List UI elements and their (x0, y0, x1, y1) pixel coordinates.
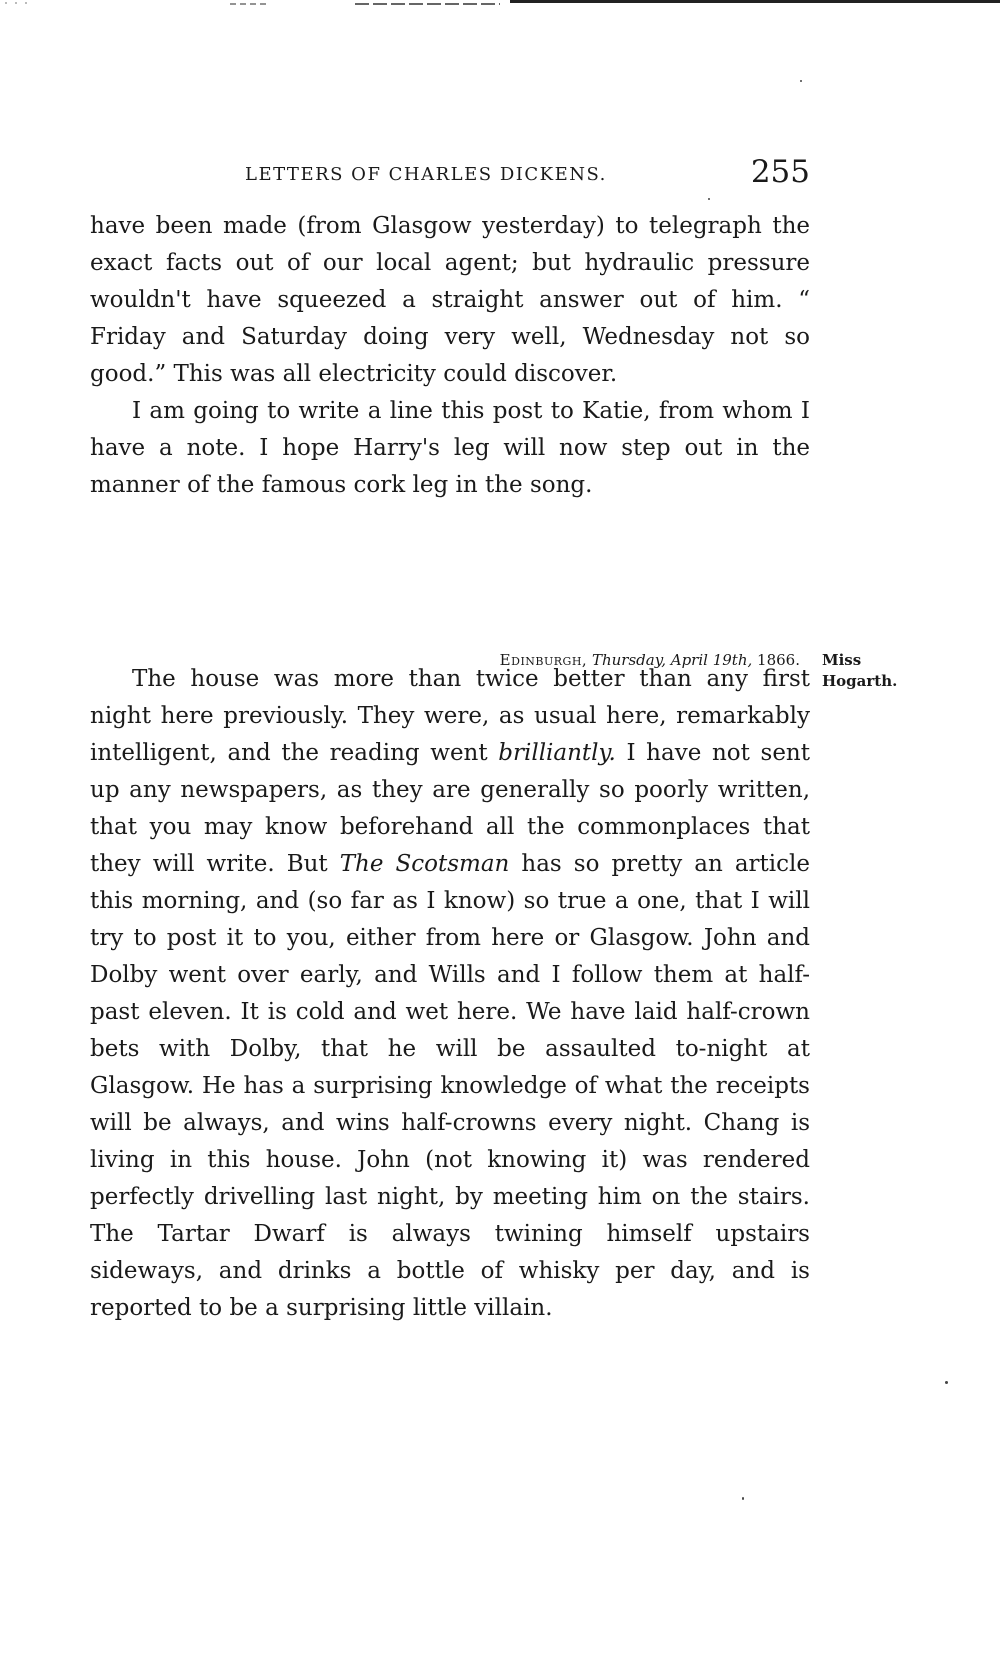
paragraph: I am going to write a line this post to Katie, from whom I have a note. I hope Harry's leg will now step out in the manner of the famous cork leg in the song. (90, 398, 810, 498)
dateline-year: 1866. (757, 651, 800, 669)
paragraph (90, 661, 810, 1327)
text-run: I have not sent up any newspapers, as they are generally so poorly written, that you may know beforehand all the commonplaces that they will write. But (90, 740, 810, 877)
letter-body (90, 661, 810, 1327)
page-speck (742, 1497, 744, 1500)
emphasis: brilliantly. (498, 740, 616, 766)
dateline-place: Edinburgh, (499, 651, 588, 669)
running-title: LETTERS OF CHARLES DICKENS. (245, 164, 607, 185)
page-speck (945, 1381, 948, 1384)
recipient-line: Hogarth. (822, 672, 898, 690)
text-run: The house was more than twice better than any first night here previously. They were, as usual here, remarkably intelligent, and the reading went (90, 666, 810, 766)
recipient-line: Miss (822, 651, 862, 669)
newspaper-title: The Scotsman (339, 851, 510, 877)
running-head (90, 154, 810, 194)
paragraph: have been made (from Glasgow yesterday) to telegraph the exact facts out of our local agent; but hydraulic pressure wouldn't have squeezed a straight answer out of him. “ Friday and Saturday doing very well, Wednesday not so good.” This was all electricity could discover. (90, 213, 810, 387)
page-speck (708, 198, 710, 200)
recipient-sidenote (822, 650, 897, 692)
continued-letter (90, 208, 810, 504)
top-edge-rule (510, 0, 1000, 3)
page-speck (800, 80, 802, 82)
text-run: has so pretty an article this morning, and (so far as I know) so true a one, that I will try to post it to you, either from here or Glasgow. John and Dolby went over early, and Wills and I follow them at half-past eleven. It is cold and wet here. We have laid half-crown bets with Dolby, that he will be assaulted to-night at Glasgow. He has a surprising knowledge of what the receipts will be always, and wins half-crowns every night. Chang is living in this house. John (not knowing it) was rendered perfectly drivelling last night, by meeting him on the stairs. The Tartar Dwarf is always twining himself upstairs sideways, and drinks a bottle of whisky per day, and is reported to be a surprising little villain. (90, 851, 810, 1321)
top-edge-marks (0, 2, 500, 8)
dateline-date: Thursday, April 19th, (591, 651, 753, 669)
page-number: 255 (750, 154, 810, 190)
